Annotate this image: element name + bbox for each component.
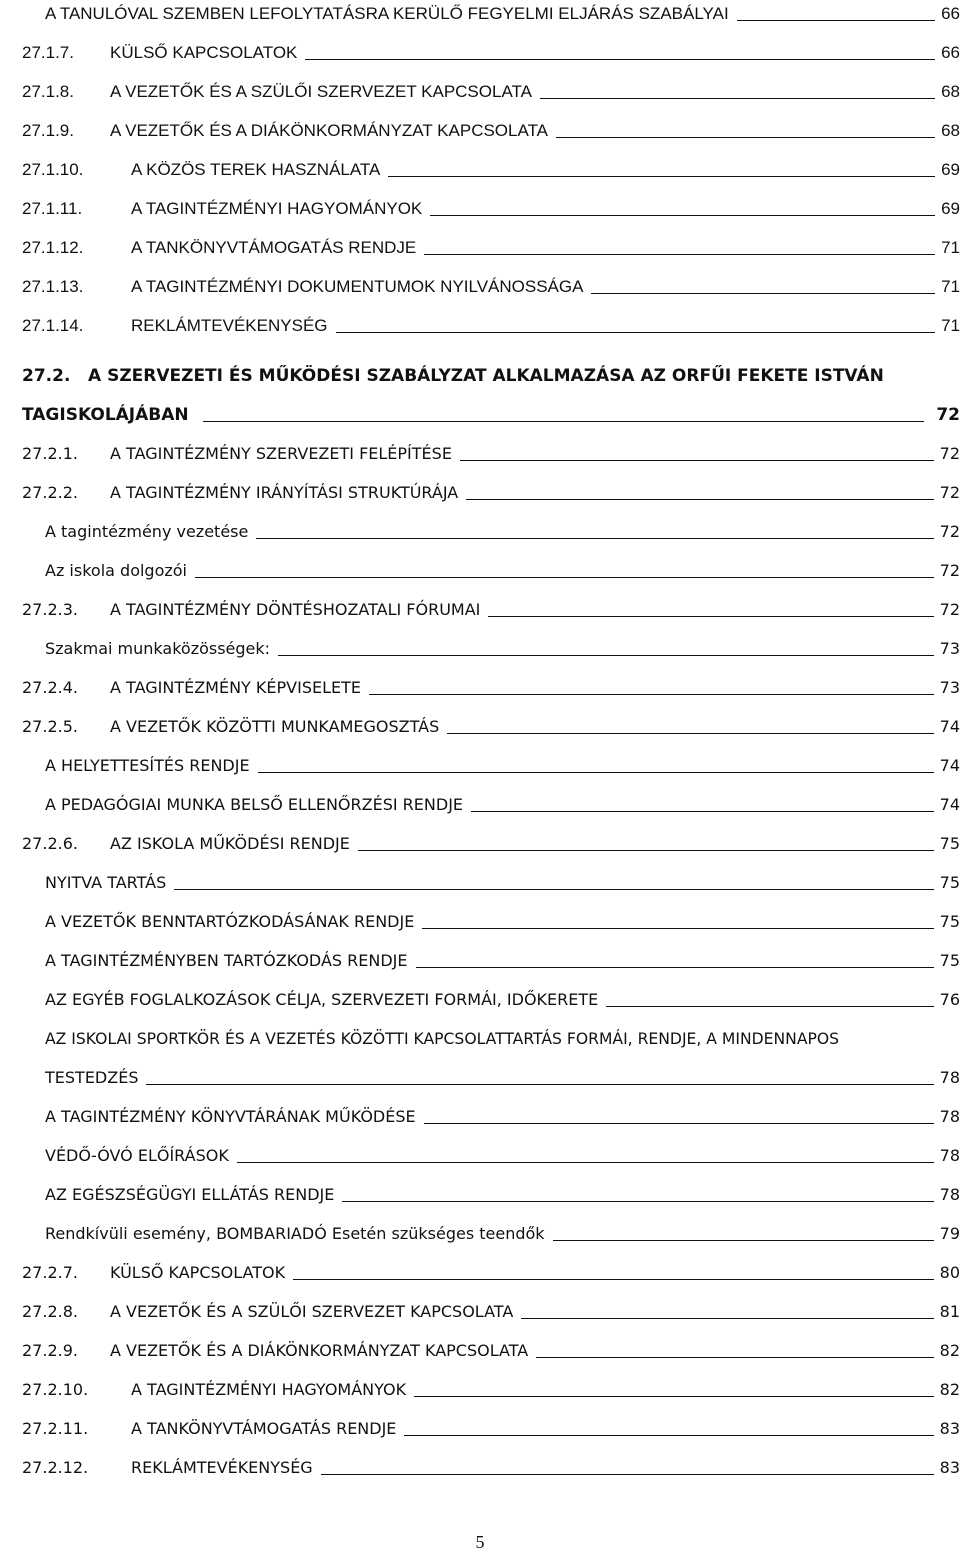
toc-entry-title: KÜLSŐ KAPCSOLATOK [110,43,298,62]
toc-entry[interactable] [45,557,960,581]
toc-leader [521,1318,933,1319]
toc-entry-number: 27.2.10. [22,1380,89,1399]
toc-entry[interactable] [22,440,960,464]
toc-entry-page: 71 [941,277,960,296]
toc-leader [258,772,934,773]
toc-entry-page: 78 [939,1107,960,1126]
toc-entry-title: AZ EGÉSZSÉGÜGYI ELLÁTÁS RENDJE [45,1185,335,1204]
toc-main-entry[interactable] [22,362,960,386]
toc-leader [471,811,934,812]
toc-leader [424,254,935,255]
toc-entry-title: A TAGINTÉZMÉNYI DOKUMENTUMOK NYILVÁNOSSÁGA [131,277,584,296]
toc-entry-number: 27.1.11. [22,199,83,218]
toc-leader [342,1201,933,1202]
toc-entry-title: A VEZETŐK ÉS A SZÜLŐI SZERVEZET KAPCSOLATA [110,82,532,101]
toc-entry-page: 72 [939,522,960,541]
toc-entry-title: Az iskola dolgozói [45,561,187,580]
toc-leader [237,1162,934,1163]
toc-entry[interactable] [22,479,960,503]
toc-entry-title: A TANKÖNYVTÁMOGATÁS RENDJE [131,238,417,257]
toc-entry-title: A TAGINTÉZMÉNYBEN TARTÓZKODÁS RENDJE [45,951,408,970]
toc-entry-title: REKLÁMTEVÉKENYSÉG [131,1458,313,1477]
toc-entry-page: 80 [939,1263,960,1282]
toc-leader [414,1396,934,1397]
toc-entry[interactable] [45,635,960,659]
toc-entry-page: 74 [939,795,960,814]
toc-entry-title: A VEZETŐK ÉS A SZÜLŐI SZERVEZET KAPCSOLATA [110,1302,514,1321]
toc-entry-title-line2: TAGISKOLÁJÁBAN [22,405,189,425]
toc-entry[interactable] [22,273,960,297]
toc-entry-number: 27.2.4. [22,678,78,697]
toc-entry[interactable] [22,674,960,698]
toc-entry-page: 69 [941,160,960,179]
toc-entry-number: 27.2.6. [22,834,78,853]
toc-entry-page: 83 [939,1419,960,1438]
toc-leader [174,889,933,890]
toc-entry-page: 78 [939,1146,960,1165]
toc-entry-page: 78 [939,1185,960,1204]
toc-entry[interactable] [22,1298,960,1322]
toc-entry-title: A VEZETŐK KÖZÖTTI MUNKAMEGOSZTÁS [110,717,440,736]
toc-entry-title: NYITVA TARTÁS [45,873,167,892]
toc-entry-title: A VEZETŐK BENNTARTÓZKODÁSÁNAK RENDJE [45,912,415,931]
toc-entry[interactable] [22,195,960,219]
toc-entry-page: 75 [939,951,960,970]
toc-entry-page: 72 [939,561,960,580]
toc-entry[interactable] [45,1142,960,1166]
toc-entry-page: 75 [939,873,960,892]
toc-entry[interactable] [22,713,960,737]
toc-entry-page: 73 [939,678,960,697]
toc-entry-title: A tagintézmény vezetése [45,522,249,541]
toc-leader [460,460,934,461]
toc-entry[interactable] [22,596,960,620]
toc-entry-title: A TANKÖNYVTÁMOGATÁS RENDJE [131,1419,397,1438]
toc-entry[interactable] [45,908,960,932]
toc-leader [256,538,933,539]
toc-entry-number: 27.1.13. [22,277,84,296]
toc-entry-number: 27.2.7. [22,1263,78,1282]
toc-entry[interactable] [22,234,960,258]
toc-leader [416,967,934,968]
toc-entry-number: 27.1.8. [22,82,74,101]
toc-entry-page: 74 [939,717,960,736]
toc-entry-title: A KÖZÖS TEREK HASZNÁLATA [131,160,381,179]
toc-entry-number: 27.2.5. [22,717,78,736]
toc-entry-multiline[interactable] [45,1025,960,1049]
toc-entry[interactable] [22,156,960,180]
toc-entry-page: 76 [939,990,960,1009]
toc-entry-page: 68 [941,121,960,140]
toc-leader [203,421,925,422]
toc-leader [195,577,934,578]
toc-leader [369,694,934,695]
toc-entry-page: 82 [939,1380,960,1399]
toc-entry[interactable] [22,1259,960,1283]
toc-entry-number: 27.2.2. [22,483,78,502]
toc-entry-title: A TANULÓVAL SZEMBEN LEFOLYTATÁSRA KERÜLŐ FEGYELMI ELJÁRÁS SZABÁLYAI [45,4,729,23]
toc-entry-title: VÉDŐ-ÓVÓ ELŐÍRÁSOK [45,1146,229,1165]
toc-entry[interactable] [22,312,960,336]
toc-entry-page: 73 [939,639,960,658]
toc-entry[interactable] [22,78,960,102]
toc-entry-page: 69 [941,199,960,218]
toc-leader [591,293,935,294]
toc-entry-page: 78 [939,1068,960,1087]
toc-entry[interactable] [45,1103,960,1127]
toc-entry-title: A TAGINTÉZMÉNY IRÁNYÍTÁSI STRUKTÚRÁJA [110,483,459,502]
toc-entry-page: 71 [941,316,960,335]
toc-entry-number: 27.2.1. [22,444,78,463]
toc-entry-title: REKLÁMTEVÉKENYSÉG [131,316,328,335]
toc-entry-number: 27.2.11. [22,1419,89,1438]
toc-entry-page: 72 [936,405,960,425]
toc-leader [536,1357,933,1358]
toc-entry-page: 72 [939,600,960,619]
toc-entry-title: A VEZETŐK ÉS A DIÁKÖNKORMÁNYZAT KAPCSOLATA [110,1341,529,1360]
toc-entry-page: 82 [939,1341,960,1360]
toc-entry-page: 83 [939,1458,960,1477]
toc-entry-page: 74 [939,756,960,775]
toc-entry[interactable] [45,1220,960,1244]
toc-entry-page: 81 [939,1302,960,1321]
toc-entry[interactable] [45,0,960,24]
toc-leader [321,1474,934,1475]
toc-entry-number: 27.1.7. [22,43,74,62]
toc-entry-title: AZ EGYÉB FOGLALKOZÁSOK CÉLJA, SZERVEZETI FORMÁI, IDŐKERETE [45,990,599,1009]
toc-leader [424,1123,934,1124]
toc-entry[interactable] [45,869,960,893]
toc-leader [540,98,935,99]
toc-entry-page: 75 [939,834,960,853]
toc-entry[interactable] [22,1376,960,1400]
toc-entry-title: A HELYETTESÍTÉS RENDJE [45,756,250,775]
toc-entry[interactable] [45,791,960,815]
toc-entry-title: Rendkívüli esemény, BOMBARIADÓ Esetén szükséges teendők [45,1224,545,1243]
toc-entry[interactable] [22,1454,960,1478]
page-number: 5 [475,1532,485,1552]
toc-leader [358,850,934,851]
toc-entry-title: A TAGINTÉZMÉNY SZERVEZETI FELÉPÍTÉSE [110,444,452,463]
toc-entry[interactable] [45,1181,960,1205]
toc-entry-page: 68 [941,82,960,101]
toc-leader [447,733,933,734]
toc-entry-page: 66 [941,43,960,62]
toc-leader [553,1240,934,1241]
toc-entry-page: 75 [939,912,960,931]
toc-leader [737,20,935,21]
toc-entry-number: 27.2.8. [22,1302,78,1321]
toc-leader [488,616,933,617]
toc-entry-title: Szakmai munkaközösségek: [45,639,271,658]
toc-entry-page: 72 [939,444,960,463]
toc-entry-title: A TAGINTÉZMÉNY KÉPVISELETE [110,678,361,697]
toc-entry[interactable] [45,752,960,776]
toc-entry-title-line1: AZ ISKOLAI SPORTKÖR ÉS A VEZETÉS KÖZÖTTI KAPCSOLATTARTÁS FORMÁI, RENDJE, A MINDENNAPOS [45,1030,840,1048]
toc-entry[interactable] [22,1415,960,1439]
toc-entry-number: 27.1.14. [22,316,84,335]
toc-leader [146,1084,933,1085]
toc-entry-number: 27.1.12. [22,238,84,257]
toc-leader [556,137,935,138]
toc-entry-number: 27.1.10. [22,160,84,179]
toc-entry[interactable] [45,947,960,971]
toc-leader [278,655,934,656]
toc-entry-page: 71 [941,238,960,257]
toc-entry-title: KÜLSŐ KAPCSOLATOK [110,1263,286,1282]
toc-leader [422,928,933,929]
toc-entry[interactable] [45,986,960,1010]
toc-entry[interactable] [45,518,960,542]
toc-entry-number: 27.2. [22,366,71,386]
toc-entry[interactable] [22,830,960,854]
toc-entry-title-line1: A SZERVEZETI ÉS MŰKÖDÉSI SZABÁLYZAT ALKALMAZÁSA AZ ORFŰI FEKETE ISTVÁN [88,366,884,386]
toc-leader [293,1279,934,1280]
toc-main-entry-continued[interactable] [22,401,960,425]
toc-entry-title-line2: TESTEDZÉS [45,1068,139,1087]
toc-entry[interactable] [22,1337,960,1361]
toc-entry[interactable] [22,117,960,141]
toc-entry-page: 79 [939,1224,960,1243]
toc-leader [305,59,935,60]
toc-entry-title: A TAGINTÉZMÉNYI HAGYOMÁNYOK [131,199,423,218]
toc-entry-title: A TAGINTÉZMÉNY KÖNYVTÁRÁNAK MŰKÖDÉSE [45,1107,416,1126]
toc-leader [336,332,936,333]
toc-leader [388,176,935,177]
toc-entry-page: 72 [939,483,960,502]
toc-entry-title: A VEZETŐK ÉS A DIÁKÖNKORMÁNYZAT KAPCSOLATA [110,121,549,140]
toc-entry-title: A PEDAGÓGIAI MUNKA BELSŐ ELLENŐRZÉSI RENDJE [45,795,464,814]
toc-entry[interactable] [22,39,960,63]
toc-entry-number: 27.2.12. [22,1458,89,1477]
toc-entry-title: A TAGINTÉZMÉNYI HAGYOMÁNYOK [131,1380,407,1399]
toc-entry-number: 27.1.9. [22,121,74,140]
toc-entry-title: AZ ISKOLA MŰKÖDÉSI RENDJE [110,834,350,853]
toc-leader [430,215,935,216]
toc-entry-continued[interactable] [45,1064,960,1088]
toc-leader [404,1435,933,1436]
toc-entry-title: A TAGINTÉZMÉNY DÖNTÉSHOZATALI FÓRUMAI [110,600,481,619]
toc-entry-page: 66 [941,4,960,23]
toc-entry-number: 27.2.9. [22,1341,78,1360]
toc-leader [466,499,933,500]
toc-leader [606,1006,933,1007]
toc-entry-number: 27.2.3. [22,600,78,619]
